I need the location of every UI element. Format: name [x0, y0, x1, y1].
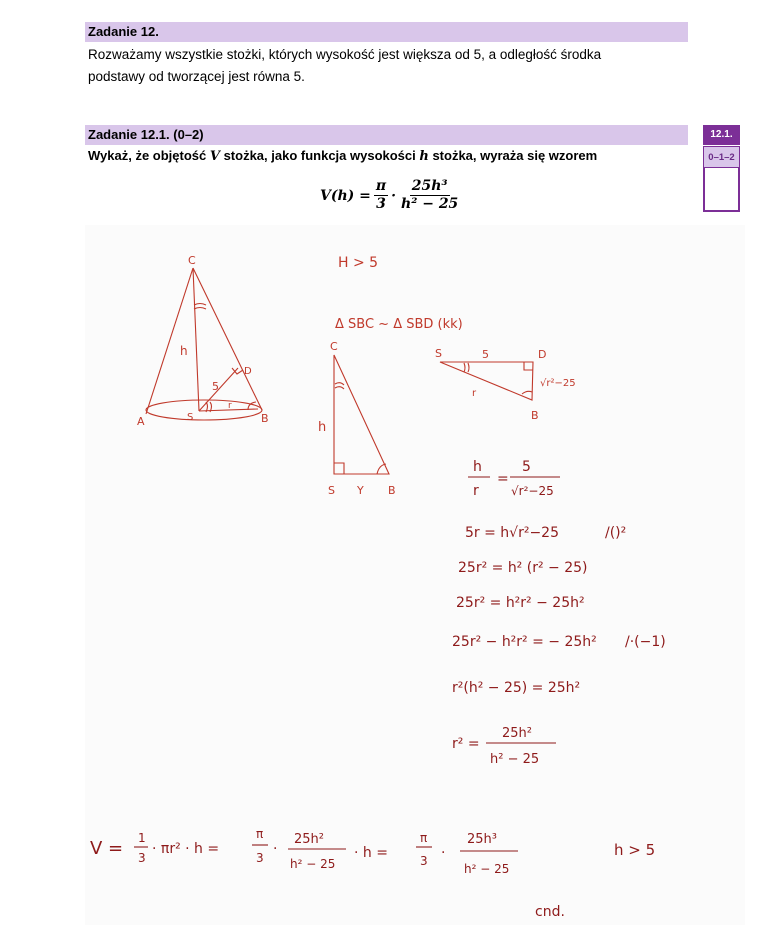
final-pi2-den: 3 [420, 854, 428, 868]
formula-lhs: V(h) = [320, 187, 371, 204]
final-condition: h > 5 [614, 841, 656, 859]
tri1-label-b: B [388, 484, 396, 497]
formula-pi: π [375, 178, 387, 194]
triangle-sbd-angle-s [464, 363, 469, 372]
step1-h: h [473, 459, 482, 475]
triangle-sbd-shape [440, 362, 533, 400]
final-f1-den: h² − 25 [290, 857, 336, 871]
cone-height [193, 268, 199, 411]
similarity-statement: Δ SBC ~ Δ SBD (kk) [335, 317, 463, 332]
subtask-title: Zadanie 12.1. (0–2) [88, 127, 204, 142]
final-f2-num: 25h³ [467, 832, 497, 847]
cone-drawing [146, 268, 262, 420]
triangle-sbd-angle-b [522, 391, 532, 394]
task-intro-line1: Rozważamy wszystkie stożki, których wysokość jest większa od 5, a odległość środka [88, 47, 602, 62]
final-pi-r2-h: · πr² · h = [152, 841, 220, 857]
cone-label-apex: C [188, 254, 196, 267]
final-third-num: 1 [138, 831, 146, 845]
step5-note: /·(−1) [625, 634, 666, 650]
prompt-var-v: V [209, 149, 220, 164]
step1-root: √r²−25 [511, 484, 554, 498]
triangle-sbc-angle-c [335, 383, 344, 389]
tri1-label-h: h [318, 420, 327, 435]
tri1-label-r: Y [357, 484, 364, 497]
tri2-label-s: S [435, 347, 442, 360]
cone-label-a: A [137, 415, 145, 428]
tri2-label-r: r [472, 388, 477, 399]
cone-angle-mark-top [194, 304, 206, 310]
final-f2-den: h² − 25 [464, 862, 510, 876]
prompt-text-1: Wykaż, że objętość [88, 148, 210, 163]
score-box-range: 0–1–2 [703, 146, 740, 168]
final-third-den: 3 [138, 851, 146, 865]
step2: 5r = h√r²−25 [465, 525, 560, 541]
step2-note: /()² [605, 525, 627, 541]
step3: 25r² = h² (r² − 25) [458, 560, 588, 576]
tri1-label-c: C [330, 340, 338, 353]
step7-num: 25h² [502, 726, 532, 741]
prompt-text-3: stożka, wyraża się wzorem [428, 148, 598, 163]
final-dot1: · [273, 841, 278, 857]
condition-h-top: H > 5 [338, 255, 379, 271]
triangle-sbc-shape [334, 355, 389, 474]
task-intro-line2: podstawy od tworzącej jest równa 5. [88, 69, 305, 84]
step7-lhs: r² = [452, 736, 480, 752]
cone-label-5: 5 [212, 380, 219, 393]
step1-r: r [473, 483, 479, 499]
step4: 25r² = h²r² − 25h² [456, 595, 585, 611]
tri1-label-s: S [328, 484, 335, 497]
tri2-label-b: B [531, 409, 539, 422]
cone-label-d: D [244, 366, 252, 377]
score-box-label: 12.1. [703, 125, 740, 145]
final-times-h: · h = [354, 845, 388, 861]
step1-5: 5 [522, 459, 531, 475]
formula-denominator: h² − 25 [401, 196, 459, 212]
final-cnd: cnd. [535, 904, 565, 920]
tri2-label-d: D [538, 348, 547, 361]
triangle-sbc [334, 355, 389, 474]
final-pi-den: 3 [256, 851, 264, 865]
triangle-sbd-right-angle [524, 362, 533, 370]
cone-label-s: S [187, 412, 194, 423]
step1-eq: = [497, 471, 509, 487]
step-r-squared [452, 726, 556, 767]
cone-left-edge [146, 268, 193, 414]
cone-label-h: h [180, 344, 188, 358]
final-f1-num: 25h² [294, 832, 324, 847]
formula-three: 3 [376, 196, 386, 212]
final-dot2: · [441, 845, 446, 861]
triangle-sbd [440, 362, 533, 400]
step7-den: h² − 25 [490, 752, 540, 767]
step5: 25r² − h²r² = − 25h² [452, 634, 597, 650]
cone-label-b: B [261, 412, 269, 425]
prompt-text-2: stożka, jako funkcja wysokości [219, 148, 420, 163]
task-title: Zadanie 12. [88, 24, 159, 39]
final-v: V = [90, 838, 124, 859]
final-pi2-num: π [420, 831, 428, 845]
cone-label-r: r [228, 401, 232, 411]
formula-dot: · [391, 187, 397, 204]
prompt-var-h: h [419, 149, 429, 164]
formula-numerator: 25h³ [411, 178, 448, 194]
final-pi-num: π [256, 827, 264, 841]
final-volume-derivation [90, 827, 655, 920]
step6: r²(h² − 25) = 25h² [452, 680, 581, 696]
triangle-sbc-right-angle [334, 463, 344, 474]
step-proportion [468, 459, 560, 499]
tri2-label-5: 5 [482, 348, 489, 361]
tri2-label-side: √r²−25 [540, 378, 576, 389]
cone-right-edge [193, 268, 262, 410]
